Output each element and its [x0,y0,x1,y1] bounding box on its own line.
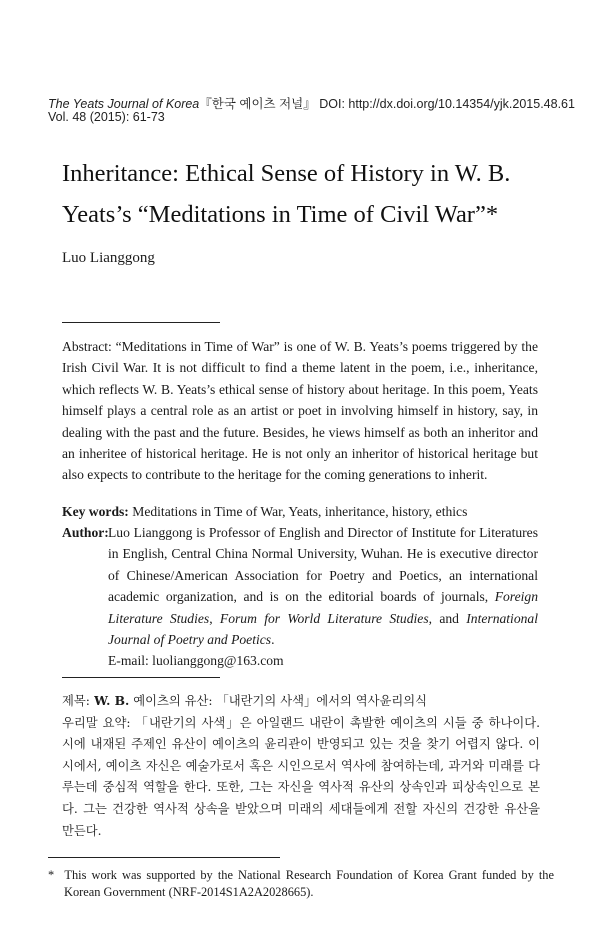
footnote-marker: * [48,868,55,882]
footnote-text: This work was supported by the National Research Foundation of Korea Grant funded by the Korean Government (NRF-2014S1A2A2028665). [64,868,554,899]
keywords-label: Key words: [62,504,129,519]
author-name: Luo Lianggong [62,250,155,266]
korean-title: 제목: W. B. 예이츠의 유산: 「내란기의 사색」에서의 역사윤리의식 [62,693,428,708]
journal-name: The Yeats Journal of Korea [48,97,200,111]
journal-foreign-literature-studies: Foreign Literature Studies [108,589,538,626]
korean-abstract: 우리말 요약: 「내란기의 사색」은 아일랜드 내란이 촉발한 예이츠의 시들 중 하나이다. 시에 내재된 주제인 유산이 예이츠의 윤리관이 반영되고 있는 것을 찾기 어렵지 않다. 이 시에서, 예이츠 자신은 예술가로서 혹은 시인으로서 역사에 참여하는데, 과거와 미래를 다루는데 중심적 역할을 한다. 또한, 그는 자신을 역사적 유산의 상속인과 피상속인으로 본다. 그는 건강한 역사적 상속을 받았으며 미래의 세대들에게 전할 자신의 건강한 유산을 만든다. [62,715,540,838]
author-bio [62,522,539,669]
title-line-1: Inheritance: Ethical Sense of History in W. B. [62,160,511,187]
author-bio-text: Luo Lianggong is Professor of English and Director of Institute for Literatures in English, Central China Normal University, Wuhan. He is executive director of Chinese/American Association for Poetry and Poetics, an international academic organization, and is on the editorial boards of journals, Foreign Literature Studies, Forum for World Literature Studies, and International Journal of Poetry and Poetics. E-mail: luolianggong@163.com [108,525,539,669]
footnote-rule [48,857,280,858]
abstract-rule [62,322,220,323]
author-email: E-mail: luolianggong@163.com [108,653,284,669]
doi: DOI: http://dx.doi.org/10.14354/yjk.2015.48.61 [315,97,575,111]
journal-forum-world-literature: Forum for World Literature Studies [219,610,429,626]
korean-summary [62,690,540,842]
korean-rule [62,677,220,678]
title-line-2: Yeats’s “Meditations in Time of Civil War”* [62,201,499,228]
journal-poetry-poetics: International Journal of Poetry and Poetics [108,610,539,648]
korean-journal-name: 『한국 예이츠 저널』 [199,97,316,111]
article-title [62,153,582,235]
keywords [62,501,538,522]
footnote [48,867,554,901]
abstract: Abstract: “Meditations in Time of War” is one of W. B. Yeats’s poems triggered by the Irish Civil War. It is not difficult to find a theme latent in the poem, i.e., inheritance, which reflects W. B. Yeats’s ethical sense of history about heritage. In this poem, Yeats himself plays a central role as an artist or poet in involving himself in history, say, in dealing with the past and the future. Besides, he views himself as both an inheritor and an inheritee of historical heritage. He is not only an inheritor of historical heritage but also expects to contribute to the heritage for the coming generations to inherit. [62,339,538,483]
author-label: Author: [62,525,109,540]
keywords-list: Meditations in Time of War, Yeats, inheritance, history, ethics [128,504,468,519]
volume-info: Vol. 48 (2015): 61-73 [48,110,165,124]
